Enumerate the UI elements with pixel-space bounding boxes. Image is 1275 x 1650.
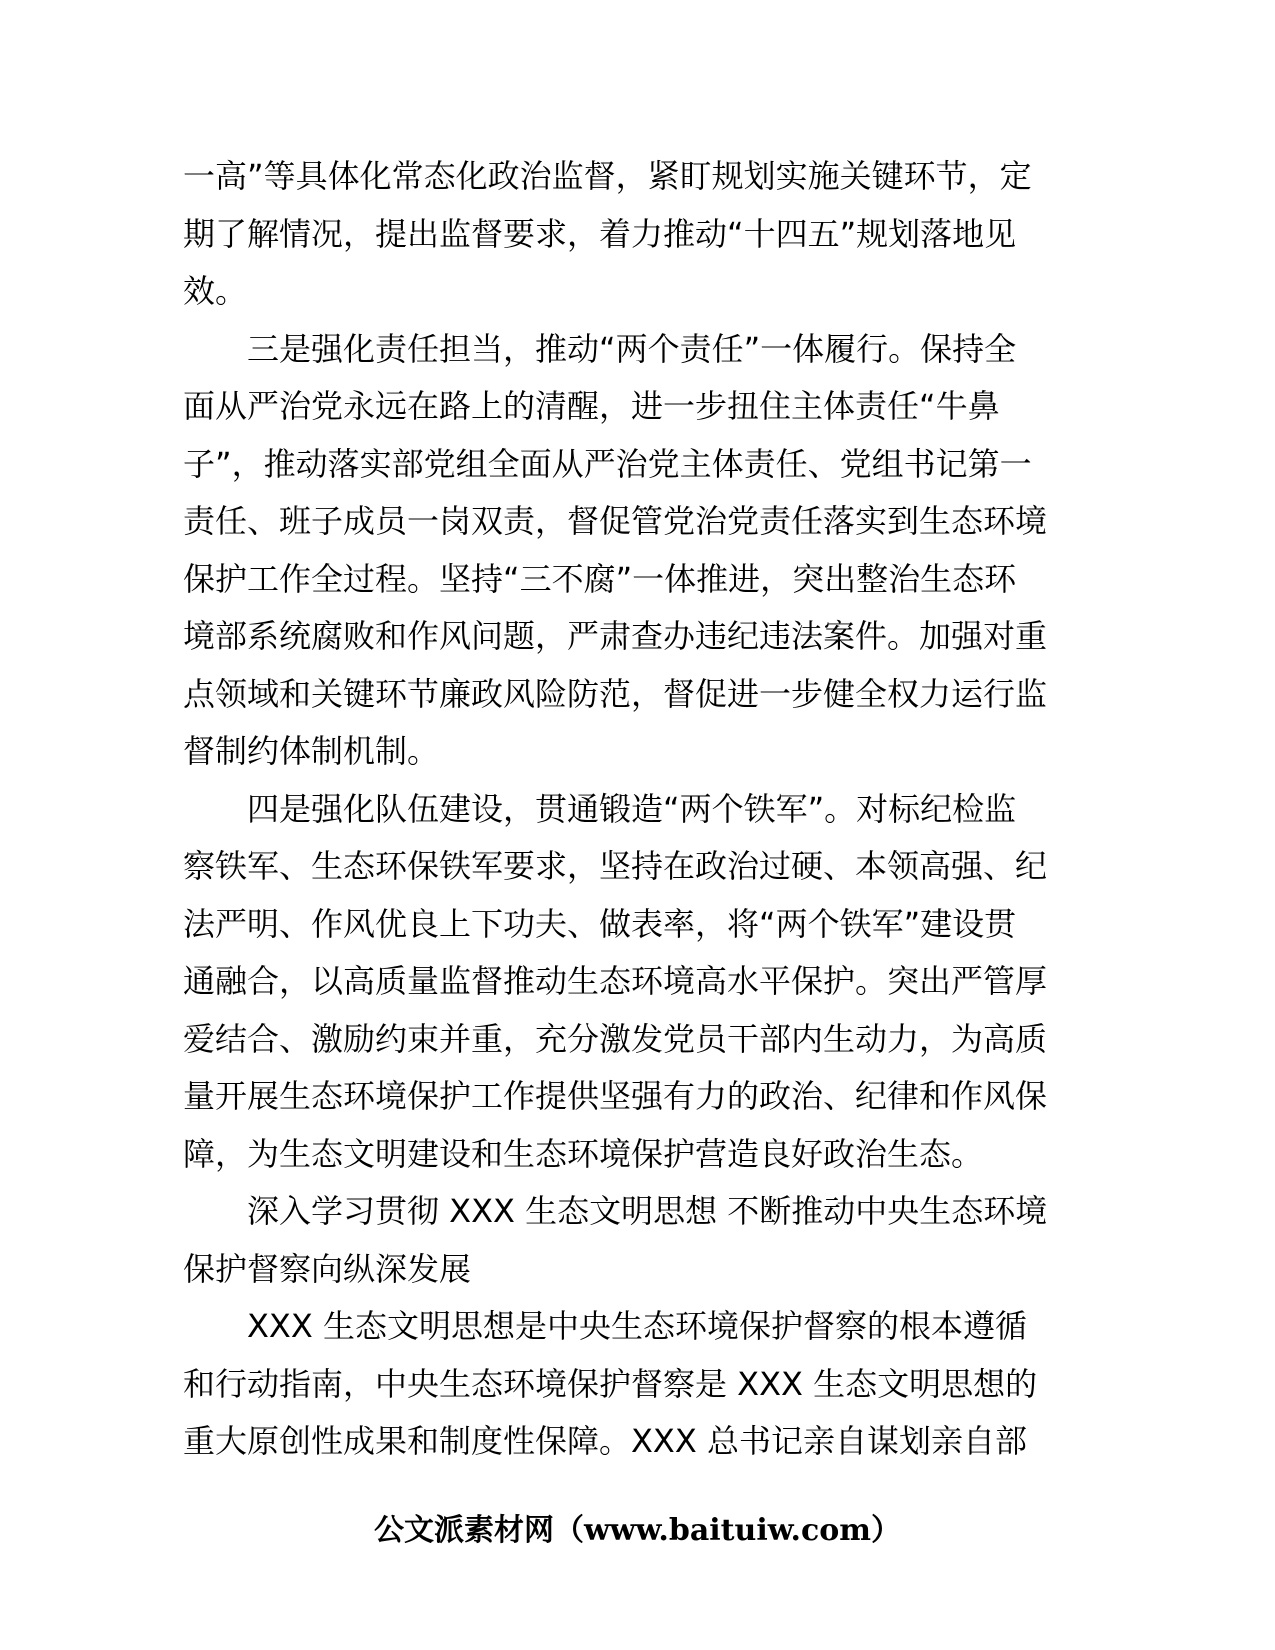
text-line: 点领域和关键环节廉政风险防范，督促进一步健全权力运行监 <box>183 674 1048 713</box>
text-line: 爱结合、激励约束并重，充分激发党员干部内生动力，为高质 <box>183 1019 1048 1058</box>
text-line: 面从严治党永远在路上的清醒，进一步扭住主体责任“牛鼻 <box>183 387 1000 425</box>
text-line: 保护督察向纵深发展 <box>183 1249 472 1288</box>
text-line: 督制约体制机制。 <box>183 732 440 770</box>
footer-watermark: 公文派素材网（www.baituiw.com） <box>373 1513 902 1548</box>
text-line: 障，为生态文明建设和生态环境保护营造良好政治生态。 <box>183 1134 984 1173</box>
text-line: XXX 生态文明思想是中央生态环境保护督察的根本遵循 <box>183 1307 1027 1345</box>
document-body <box>183 148 1093 1471</box>
text-line: 深入学习贯彻 XXX 生态文明思想 不断推动中央生态环境 <box>183 1192 1048 1230</box>
text-line: 责任、班子成员一岗双责，督促管党治党责任落实到生态环境 <box>183 502 1048 540</box>
text-line: 一高”等具体化常态化政治监督，紧盯规划实施关键环节，定 <box>183 157 1032 195</box>
text-line: 重大原创性成果和制度性保障。XXX 总书记亲自谋划亲自部 <box>183 1422 1027 1460</box>
text-line: 四是强化队伍建设，贯通锻造“两个铁军”。对标纪检监 <box>183 789 1017 828</box>
text-line: 法严明、作风优良上下功夫、做表率，将“两个铁军”建设贯 <box>183 904 1017 943</box>
text-line: 境部系统腐败和作风问题，严肃查办违纪违法案件。加强对重 <box>183 617 1048 655</box>
text-line: 效。 <box>183 272 248 310</box>
text-line: 保护工作全过程。坚持“三不腐”一体推进，突出整治生态环 <box>183 559 1017 598</box>
text-line: 三是强化责任担当，推动“两个责任”一体履行。保持全 <box>183 329 1017 368</box>
text-line: 期了解情况，提出监督要求，着力推动“十四五”规划落地见 <box>183 214 1017 253</box>
text-line: 通融合，以高质量监督推动生态环境高水平保护。突出严管厚 <box>183 962 1048 1000</box>
text-line: 察铁军、生态环保铁军要求，坚持在政治过硬、本领高强、纪 <box>183 847 1048 885</box>
text-line: 和行动指南，中央生态环境保护督察是 XXX 生态文明思想的 <box>183 1364 1038 1403</box>
text-line: 量开展生态环境保护工作提供坚强有力的政治、纪律和作风保 <box>183 1077 1048 1115</box>
text-line: 子”，推动落实部党组全面从严治党主体责任、党组书记第一 <box>183 444 1032 483</box>
